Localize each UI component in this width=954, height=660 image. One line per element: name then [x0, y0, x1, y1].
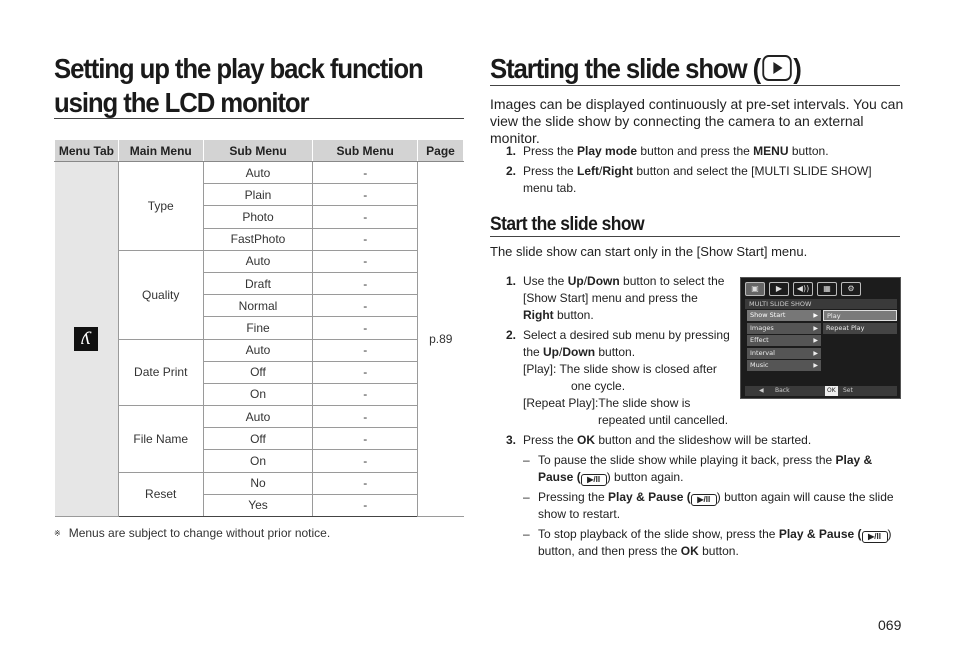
lcd-ok-label: OK: [827, 387, 836, 394]
list-item: [506, 273, 731, 324]
sub-menu-cell: Plain: [203, 184, 313, 206]
sub-menu-2-cell: -: [313, 472, 418, 494]
step-text: (: [683, 490, 691, 504]
playback-setup-icon: ʎ: [74, 327, 98, 351]
lcd-set-label: Set: [843, 387, 853, 394]
sub-menu-2-cell: -: [313, 162, 418, 184]
lcd-tab-bar: [745, 282, 897, 297]
sub-menu-2-cell: -: [313, 295, 418, 317]
header-menu-tab: Menu Tab: [55, 140, 119, 162]
lcd-item-label: Music: [750, 361, 769, 369]
sub-menu-cell: Auto: [203, 339, 313, 361]
header-sub-menu-2: Sub Menu: [313, 140, 418, 162]
lcd-settings-tab-icon: ⚙: [841, 282, 861, 296]
dash-bullet: –: [523, 453, 530, 467]
list-item: [506, 526, 906, 560]
step-text: button and press the: [637, 144, 754, 158]
lcd-multi-slide-tab-icon: ▣: [745, 282, 765, 296]
lcd-option-item: Repeat Play: [823, 323, 897, 334]
chevron-right-icon: ▶: [813, 325, 818, 332]
right-title-rule: [490, 85, 900, 86]
main-menu-file-name: File Name: [118, 406, 203, 473]
subsection-intro: The slide show can start only in the [Show Start] menu.: [490, 244, 808, 259]
step-bold: Down: [562, 345, 596, 359]
sub-menu-2-cell: -: [313, 317, 418, 339]
sub-menu-2-cell: -: [313, 184, 418, 206]
sub-menu-cell: Draft: [203, 272, 313, 294]
list-item: [506, 452, 906, 486]
step-text: button to select the [Show Start] menu and press the: [523, 274, 725, 305]
step-text: /: [559, 345, 563, 359]
left-title-line-1: Setting up the play back function: [54, 53, 423, 84]
header-sub-menu-1: Sub Menu: [203, 140, 313, 162]
step-text: ) button again.: [606, 470, 684, 484]
step-text: ) button, and then press the: [538, 527, 892, 558]
sub-menu-2-cell: -: [313, 250, 418, 272]
main-menu-reset: Reset: [118, 472, 203, 516]
chevron-right-icon: ▶: [813, 312, 818, 319]
sub-menu-cell: Auto: [203, 250, 313, 272]
sub-menu-cell: Off: [203, 428, 313, 450]
header-main-menu: Main Menu: [118, 140, 203, 162]
steps-list-a: [506, 143, 901, 200]
list-item: [506, 327, 731, 429]
subsection-title: Start the slide show: [490, 214, 645, 235]
playback-menu-table: [54, 139, 464, 517]
lcd-sound-tab-icon: ◀)): [793, 282, 813, 296]
step-text: button and the slideshow will be started.: [595, 433, 812, 447]
step-text: button.: [553, 308, 594, 322]
step-bold: Down: [587, 274, 620, 288]
step-number: 2.: [506, 164, 517, 178]
step-text: Pressing the: [538, 490, 609, 504]
sub-menu-cell: Off: [203, 361, 313, 383]
table-header-row: [55, 140, 464, 162]
sub-menu-2-cell: -: [313, 228, 418, 250]
sub-menu-2-cell: -: [313, 494, 418, 516]
sub-menu-2-cell: -: [313, 383, 418, 405]
step-text: /: [583, 274, 588, 288]
sub-menu-cell: Fine: [203, 317, 313, 339]
left-title-line-2: using the LCD monitor: [54, 87, 309, 118]
right-title-close: ): [793, 53, 801, 84]
dash-bullet: –: [523, 490, 530, 504]
left-title-rule: [54, 118, 464, 119]
play-pause-icon: ▶/II: [581, 474, 607, 486]
lcd-setup-tab-icon: ▦: [817, 282, 837, 296]
left-section-title: [54, 52, 433, 120]
main-menu-quality: Quality: [118, 250, 203, 339]
step-bold: OK: [680, 544, 699, 558]
sub-menu-cell: On: [203, 383, 313, 405]
step-text: /: [599, 164, 603, 178]
lcd-item-label: Images: [750, 324, 774, 332]
step-text: ) button again will cause the slide show to restart.: [538, 490, 894, 521]
play-pause-icon: ▶/II: [862, 531, 888, 543]
dash-bullet: –: [523, 527, 530, 541]
step-bold: Right: [602, 164, 634, 178]
step-bold: Up: [543, 345, 560, 359]
step-text: button and select the [MULTI SLIDE SHOW] menu tab.: [523, 164, 872, 195]
lcd-option-item: Play: [823, 310, 897, 321]
steps-list-b: [506, 273, 731, 432]
lcd-menu-item: [747, 323, 821, 334]
sub-menu-2-cell: -: [313, 272, 418, 294]
lcd-menu-header: MULTI SLIDE SHOW: [745, 299, 897, 309]
lcd-menu-item: [747, 360, 821, 371]
sub-menu-cell: No: [203, 472, 313, 494]
sub-menu-2-cell: -: [313, 339, 418, 361]
lcd-back-label: Back: [775, 387, 790, 394]
lcd-item-label: Interval: [750, 349, 775, 357]
sub-menu-2-cell: -: [313, 361, 418, 383]
footnote: [54, 526, 330, 540]
sub-menu-2-cell: -: [313, 450, 418, 472]
lcd-menu-item: [747, 335, 821, 346]
step-text: To pause the slide show while playing it back, press the: [538, 453, 836, 467]
chevron-right-icon: ▶: [813, 362, 818, 369]
lcd-item-label: Effect: [750, 336, 769, 344]
list-item: [506, 163, 901, 197]
sub-menu-cell: Auto: [203, 406, 313, 428]
slide-show-icon: [762, 55, 791, 81]
lcd-play-tab-icon: ▶: [769, 282, 789, 296]
lcd-item-label: Show Start: [750, 311, 786, 319]
step-text: Select a desired sub menu by pressing the: [523, 328, 730, 359]
step-number: 3.: [506, 433, 517, 447]
step-text: Use the: [523, 274, 568, 288]
step-bold: Right: [523, 308, 554, 322]
main-menu-type: Type: [118, 162, 203, 251]
sub-menu-cell: Normal: [203, 295, 313, 317]
list-item: [506, 143, 901, 160]
step-bold: Play mode: [577, 144, 638, 158]
right-title-text: Starting the slide show (: [490, 53, 761, 84]
step-text: Press the: [523, 433, 578, 447]
step-bold: Up: [567, 274, 584, 288]
repeat-play-option-description: [Repeat Play]:The slide show is repeated until cancelled.: [523, 396, 729, 427]
step-number: 1.: [506, 144, 517, 158]
right-section-title: [490, 52, 801, 86]
sub-menu-cell: On: [203, 450, 313, 472]
sub-menu-2-cell: -: [313, 428, 418, 450]
step-bold: Left: [577, 164, 600, 178]
step-number: 1.: [506, 274, 517, 288]
step-bold: MENU: [753, 144, 789, 158]
subsection-rule: [490, 236, 900, 237]
sub-menu-cell: FastPhoto: [203, 228, 313, 250]
step-text: (: [854, 527, 862, 541]
menu-tab-cell: [55, 162, 119, 517]
sub-menu-cell: Yes: [203, 494, 313, 516]
table-row: [55, 162, 464, 184]
step-text: To stop playback of the slide show, press the: [538, 527, 779, 541]
intro-paragraph: Images can be displayed continuously at pre-set intervals. You can view the slide show by connecting the camera to an external monitor.: [490, 96, 904, 146]
step-bold: Play & Pause: [608, 490, 684, 504]
play-option-description: [Play]: The slide show is closed after one cycle.: [523, 362, 717, 393]
list-item: [506, 489, 906, 523]
step-text: (: [573, 470, 581, 484]
header-page: Page: [418, 140, 464, 162]
note-mark: ※: [54, 529, 61, 538]
sub-menu-2-cell: -: [313, 406, 418, 428]
lcd-footer: [745, 386, 897, 396]
play-pause-icon: ▶/II: [691, 494, 717, 506]
main-menu-date-print: Date Print: [118, 339, 203, 406]
step-text: button.: [595, 345, 636, 359]
step-bold: Play & Pause: [778, 527, 855, 541]
chevron-right-icon: ▶: [813, 337, 818, 344]
page-number: 069: [878, 617, 902, 633]
note-text: Menus are subject to change without prior notice.: [68, 526, 331, 540]
lcd-menu-item: [747, 310, 821, 321]
camera-lcd-screenshot: [740, 277, 901, 399]
sub-menu-cell: Auto: [203, 162, 313, 184]
step-text: button.: [788, 144, 829, 158]
chevron-right-icon: ▶: [813, 350, 818, 357]
sub-menu-2-cell: -: [313, 206, 418, 228]
step-text: button.: [698, 544, 739, 558]
sub-menu-cell: Photo: [203, 206, 313, 228]
step-bold: OK: [577, 433, 596, 447]
step-3: [506, 432, 906, 560]
lcd-menu-item: [747, 348, 821, 359]
step-text: Press the: [523, 164, 578, 178]
page-reference: p.89: [418, 162, 464, 517]
back-icon: ◀: [759, 387, 764, 394]
step-bold: Play & Pause: [538, 453, 873, 484]
step-text: Press the: [523, 144, 578, 158]
step-number: 2.: [506, 328, 517, 342]
list-item: [506, 432, 906, 449]
